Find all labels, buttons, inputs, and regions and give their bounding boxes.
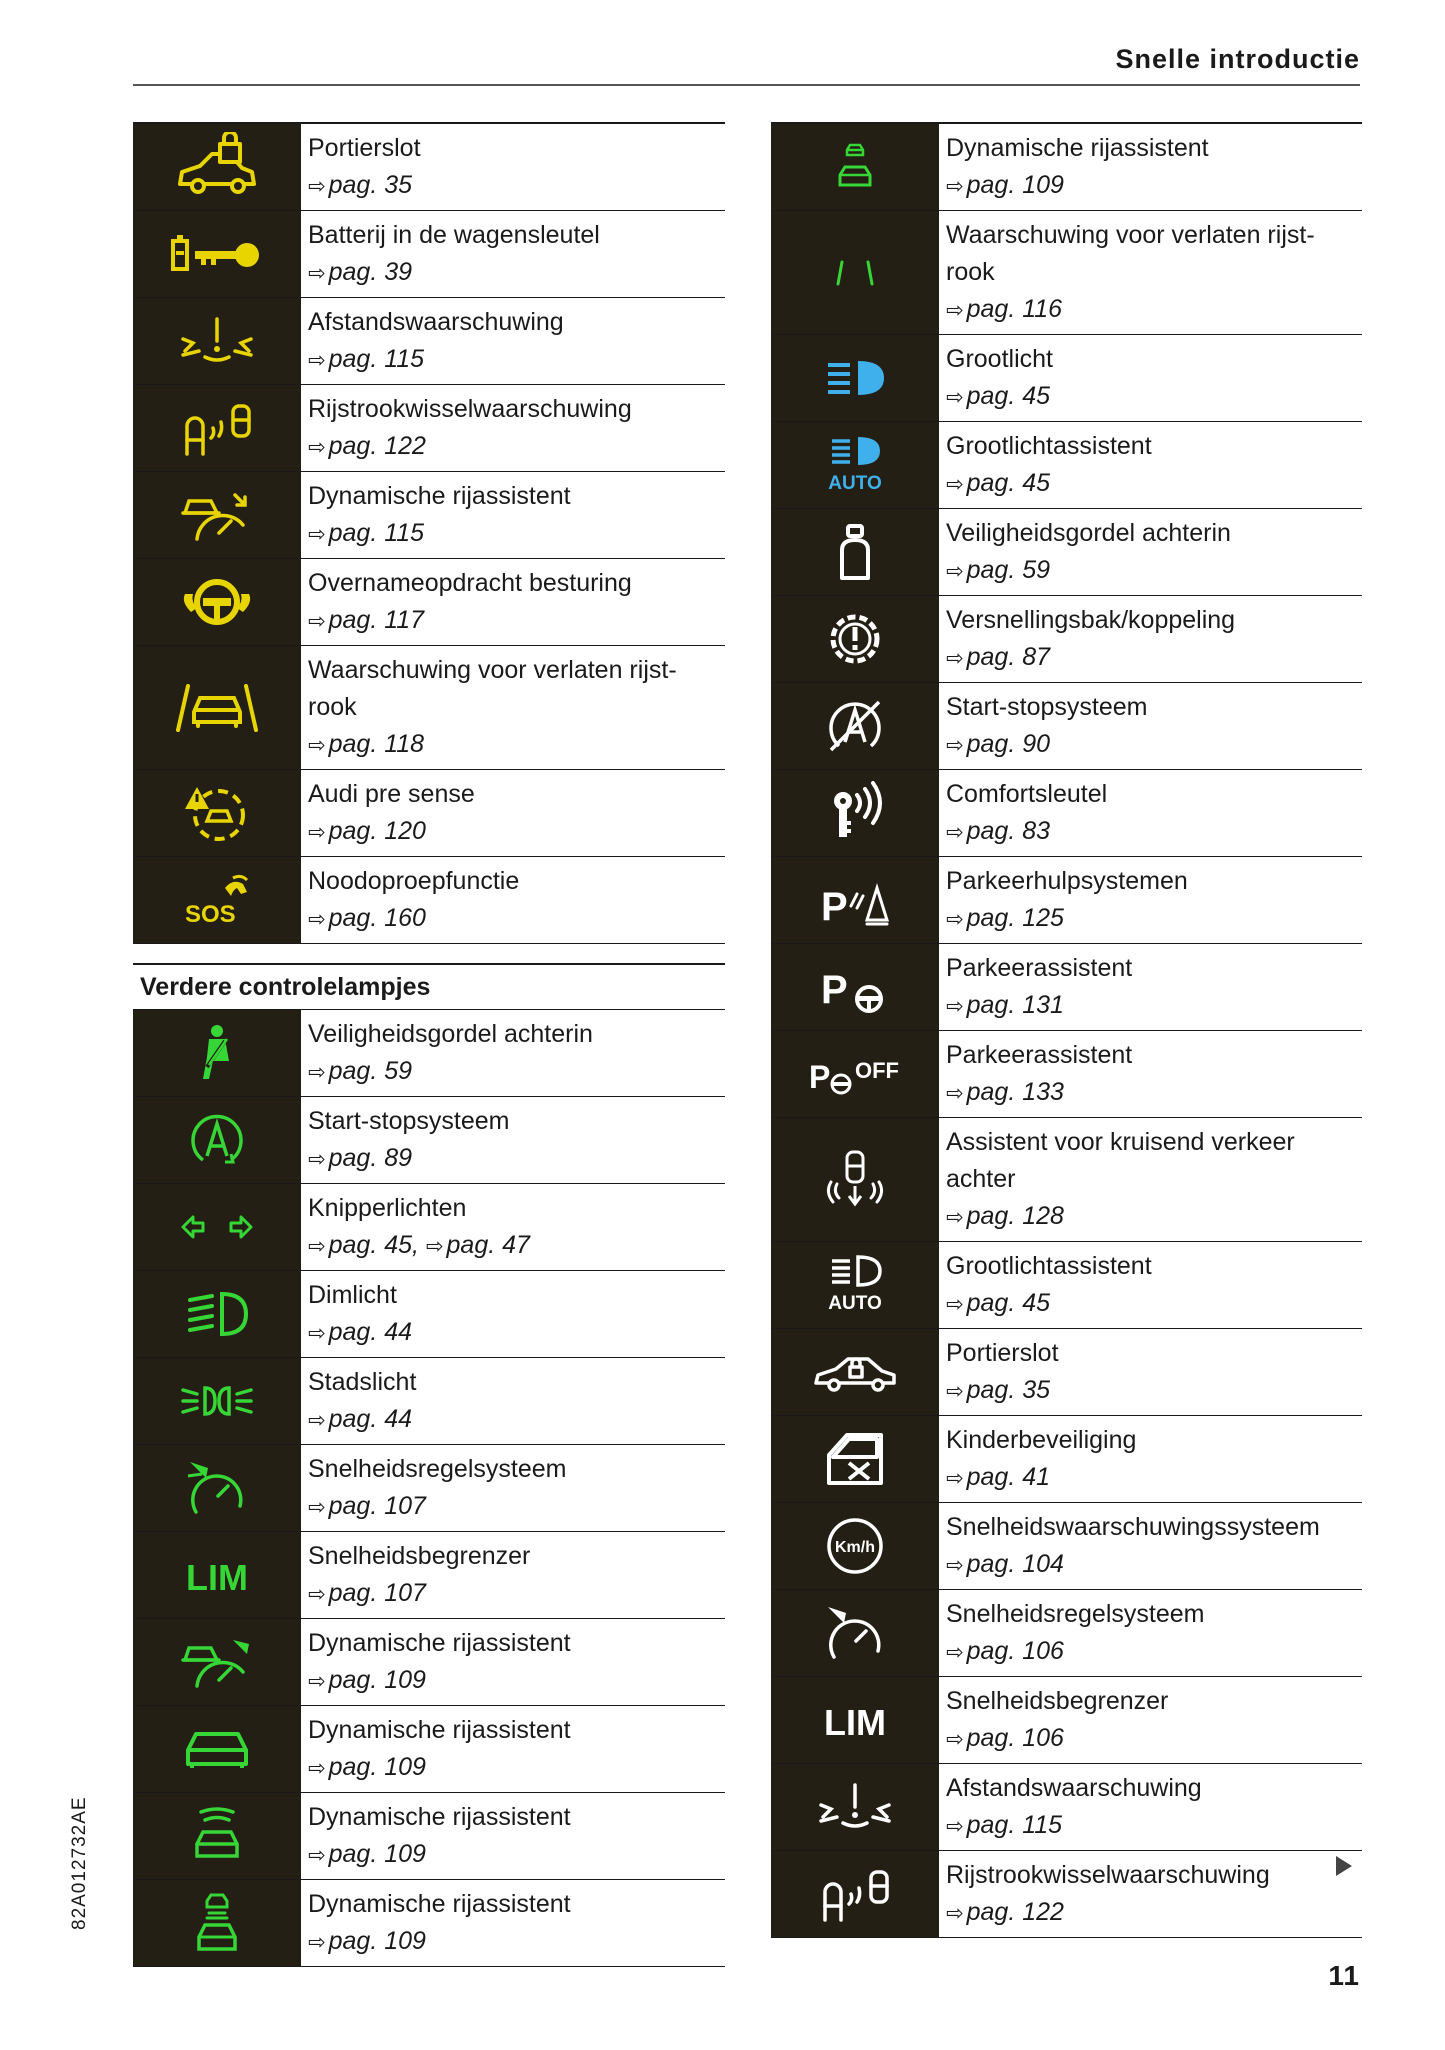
- page-ref: pag. 131: [966, 991, 1064, 1019]
- warning-lamps-table: [133, 124, 725, 944]
- table-row: Start-stopsysteem ⇨ pag. 90: [771, 683, 1362, 770]
- page-ref: pag. 89: [328, 1144, 413, 1172]
- table-row: Veiligheidsgordel achterin ⇨ pag. 59: [771, 509, 1362, 596]
- speed-warning-icon: [823, 1514, 887, 1578]
- icon-cell: [133, 559, 301, 645]
- table-row: Portierslot ⇨ pag. 35: [771, 1329, 1362, 1416]
- indicator-lamps-table: [133, 1010, 725, 1967]
- row-title: Grootlichtassistent: [946, 1252, 1152, 1280]
- table-row: LIM Snelheidsbegrenzer ⇨ pag. 106: [771, 1677, 1362, 1764]
- page-ref: pag. 122: [328, 432, 426, 460]
- right-lamps-table: [771, 124, 1362, 1938]
- pre-sense-icon: [177, 781, 257, 845]
- page-ref: pag. 44: [328, 1318, 413, 1346]
- page-ref: pag. 87: [966, 643, 1051, 671]
- icon-cell: [133, 298, 301, 384]
- table-row: Stadslicht ⇨ pag. 44: [133, 1358, 725, 1445]
- lim-icon: [177, 1550, 257, 1600]
- icon-cell: [771, 1329, 939, 1415]
- row-title: Dynamische rijassistent: [308, 1890, 571, 1918]
- icon-cell: [133, 1358, 301, 1444]
- right-column: [771, 122, 1362, 1938]
- page-ref: pag. 47: [446, 1231, 530, 1259]
- car-follow-icon: [187, 1891, 247, 1955]
- page-number: 11: [1328, 1960, 1360, 1991]
- icon-cell: [133, 770, 301, 856]
- row-title: Parkeerassistent: [946, 1041, 1133, 1069]
- table-row: Versnellingsbak/koppeling ⇨ pag. 87: [771, 596, 1362, 683]
- page-ref: pag. 35: [966, 1376, 1051, 1404]
- row-title: Waarschuwing voor verlaten rijst-rook: [946, 221, 1315, 286]
- icon-cell: [771, 422, 939, 508]
- icon-cell: [133, 1619, 301, 1705]
- row-title: Audi pre sense: [308, 780, 475, 808]
- high-beam-icon: [820, 353, 890, 403]
- row-title: Snelheidsregelsysteem: [946, 1600, 1205, 1628]
- door-lock-icon: [172, 132, 262, 202]
- icon-cell: [133, 1184, 301, 1270]
- svg-text:OFF: OFF: [855, 1058, 899, 1083]
- table-row: Snelheidsregelsysteem ⇨ pag. 106: [771, 1590, 1362, 1677]
- table-row: Overnameopdracht besturing ⇨ pag. 117: [133, 559, 725, 646]
- page-ref: pag. 118: [328, 730, 425, 758]
- row-title: Dynamische rijassistent: [308, 482, 571, 510]
- page-ref: pag. 125: [966, 904, 1064, 932]
- icon-cell: [771, 596, 939, 682]
- table-row: AUTO Grootlichtassistent ⇨ pag. 45: [771, 1242, 1362, 1329]
- row-title: Snelheidswaarschuwingssysteem: [946, 1513, 1320, 1541]
- icon-cell: [771, 509, 939, 595]
- page-ref: pag. 128: [966, 1202, 1064, 1230]
- page-ref: pag. 122: [966, 1898, 1064, 1926]
- table-row: Afstandswaarschuwing ⇨ pag. 115: [133, 298, 725, 385]
- icon-cell: [771, 211, 939, 334]
- lane-departure-icon: [172, 678, 262, 738]
- page-ref: pag. 35: [328, 171, 413, 199]
- row-title: Dynamische rijassistent: [308, 1629, 571, 1657]
- table-row: P Parkeerassistent ⇨ pag. 131: [771, 944, 1362, 1031]
- row-title: Overnameopdracht besturing: [308, 569, 632, 597]
- icon-cell: [771, 1503, 939, 1589]
- table-row: Rijstrookwisselwaarschuwing ⇨ pag. 122: [771, 1851, 1362, 1938]
- table-row: Dynamische rijassistent ⇨ pag. 115: [133, 472, 725, 559]
- row-title: Batterij in de wagensleutel: [308, 221, 600, 249]
- table-row: Kinderbeveiliging ⇨ pag. 41: [771, 1416, 1362, 1503]
- icon-cell: [771, 124, 939, 210]
- row-title: Snelheidsbegrenzer: [308, 1542, 531, 1570]
- table-row: Snelheidsregelsysteem ⇨ pag. 107: [133, 1445, 725, 1532]
- row-title: Rijstrookwisselwaarschuwing: [946, 1861, 1270, 1889]
- child-lock-icon: [823, 1429, 887, 1489]
- gearbox-icon: [823, 607, 887, 671]
- svg-text:AUTO: AUTO: [828, 473, 882, 494]
- svg-text:SOS: SOS: [185, 901, 236, 928]
- icon-cell: [771, 335, 939, 421]
- steering-takeover-icon: [177, 572, 257, 632]
- row-title: Noodoproepfunctie: [308, 867, 520, 895]
- table-row: SOS Noodoproepfunctie ⇨ pag. 160: [133, 857, 725, 944]
- row-title: Knipperlichten: [308, 1194, 467, 1222]
- page-ref: pag. 109: [328, 1927, 426, 1955]
- page-ref: pag. 107: [328, 1492, 426, 1520]
- table-row: Km/h Snelheidswaarschuwingssysteem ⇨ pag. 104: [771, 1503, 1362, 1590]
- car-radar-icon: [187, 1804, 247, 1868]
- page-ref: pag. 109: [328, 1666, 426, 1694]
- park-assist-off-icon: [805, 1046, 905, 1102]
- table-row: Waarschuwing voor verlaten rijst-rook ⇨ pag. 116: [771, 211, 1362, 335]
- table-row: Comfortsleutel ⇨ pag. 83: [771, 770, 1362, 857]
- distance-warning-icon: [815, 1777, 895, 1837]
- icon-cell: [133, 124, 301, 210]
- seatbelt-icon: [187, 1021, 247, 1085]
- door-lock-car-icon: [810, 1347, 900, 1397]
- comfort-key-icon: [823, 781, 887, 845]
- icon-cell: [771, 1031, 939, 1117]
- sos-icon: [177, 870, 257, 930]
- cruise-control-icon: [182, 1456, 252, 1520]
- icon-cell: [771, 1118, 939, 1241]
- header-rule: [133, 84, 1360, 86]
- row-title: Versnellingsbak/koppeling: [946, 606, 1236, 634]
- icon-cell: [133, 857, 301, 943]
- row-title: Snelheidsbegrenzer: [946, 1687, 1169, 1715]
- icon-cell: [771, 1851, 939, 1937]
- row-title: Dynamische rijassistent: [946, 134, 1209, 162]
- icon-cell: [771, 770, 939, 856]
- page-ref: pag. 44: [328, 1405, 413, 1433]
- table-row: Audi pre sense ⇨ pag. 120: [133, 770, 725, 857]
- lane-change-warning-icon: [177, 398, 257, 458]
- icon-cell: [771, 1764, 939, 1850]
- row-title: Parkeerhulpsystemen: [946, 867, 1188, 895]
- page-ref: pag. 106: [966, 1637, 1064, 1665]
- table-row: P Parkeerhulpsystemen ⇨ pag. 125: [771, 857, 1362, 944]
- page-ref: pag. 109: [966, 171, 1064, 199]
- row-title: Dynamische rijassistent: [308, 1803, 571, 1831]
- page-ref: pag. 45: [966, 382, 1051, 410]
- row-title: Parkeerassistent: [946, 954, 1133, 982]
- page-ref: pag. 160: [328, 904, 426, 932]
- icon-cell: [771, 1590, 939, 1676]
- parking-lights-icon: [177, 1376, 257, 1426]
- icon-cell: [133, 385, 301, 471]
- table-row: Afstandswaarschuwing ⇨ pag. 115: [771, 1764, 1362, 1851]
- svg-text:LIM: LIM: [824, 1702, 886, 1743]
- svg-text:LIM: LIM: [186, 1557, 248, 1598]
- drive-assist-speedo-icon: [177, 485, 257, 545]
- table-row: Dimlicht ⇨ pag. 44: [133, 1271, 725, 1358]
- page-ref: pag. 117: [328, 606, 425, 634]
- page-ref: pag. 109: [328, 1753, 426, 1781]
- page-header-title: Snelle introductie: [1115, 44, 1360, 74]
- icon-cell: [133, 1880, 301, 1966]
- left-column: [133, 122, 725, 1967]
- icon-cell: [133, 1532, 301, 1618]
- table-row: Start-stopsysteem ⇨ pag. 89: [133, 1097, 725, 1184]
- row-title: Assistent voor kruisend verkeer achter: [946, 1128, 1295, 1193]
- row-title: Comfortsleutel: [946, 780, 1108, 808]
- page-ref: pag. 109: [328, 1840, 426, 1868]
- page-ref: pag. 90: [966, 730, 1051, 758]
- page-ref: pag. 116: [966, 295, 1063, 323]
- icon-cell: [133, 1097, 301, 1183]
- row-title: Dimlicht: [308, 1281, 397, 1309]
- distance-warning-icon: [177, 311, 257, 371]
- row-title: Afstandswaarschuwing: [946, 1774, 1202, 1802]
- icon-cell: [133, 1706, 301, 1792]
- row-title: Grootlicht: [946, 345, 1053, 373]
- page-ref: pag. 59: [328, 1057, 413, 1085]
- start-stop-off-icon: [823, 694, 887, 758]
- svg-text:P: P: [821, 968, 848, 1012]
- icon-cell: [133, 1010, 301, 1096]
- table-row: Dynamische rijassistent ⇨ pag. 109: [133, 1793, 725, 1880]
- low-beam-icon: [182, 1284, 252, 1344]
- icon-cell: [133, 211, 301, 297]
- row-title: Start-stopsysteem: [946, 693, 1148, 721]
- document-code: 82A012732AE: [69, 1796, 90, 1930]
- parking-aid-icon: [815, 870, 895, 930]
- table-row: LIM Snelheidsbegrenzer ⇨ pag. 107: [133, 1532, 725, 1619]
- table-row: P OFF Parkeerassistent ⇨ pag. 133: [771, 1031, 1362, 1118]
- page-ref: pag. 45: [966, 469, 1051, 497]
- cross-traffic-icon: [823, 1148, 887, 1212]
- rear-seatbelt-icon: [830, 520, 880, 584]
- table-row: Knipperlichten ⇨ pag. 45, ⇨ pag. 47: [133, 1184, 725, 1271]
- row-title: Veiligheidsgordel achterin: [308, 1020, 593, 1048]
- icon-cell: [133, 1271, 301, 1357]
- svg-text:AUTO: AUTO: [828, 1293, 882, 1314]
- icon-cell: [771, 1416, 939, 1502]
- page-ref: pag. 115: [328, 519, 425, 547]
- turn-signals-icon: [177, 1207, 257, 1247]
- table-row: Grootlicht ⇨ pag. 45: [771, 335, 1362, 422]
- page-ref: pag. 107: [328, 1579, 426, 1607]
- table-row: AUTO Grootlichtassistent ⇨ pag. 45: [771, 422, 1362, 509]
- svg-text:P: P: [809, 1059, 831, 1095]
- icon-cell: [133, 472, 301, 558]
- page-ref: pag. 104: [966, 1550, 1064, 1578]
- icon-cell: [771, 1677, 939, 1763]
- table-row: Dynamische rijassistent ⇨ pag. 109: [133, 1880, 725, 1967]
- svg-text:Km/h: Km/h: [835, 1539, 875, 1556]
- key-battery-icon: [167, 229, 267, 279]
- lane-change-warning-icon: [815, 1864, 895, 1924]
- high-beam-auto-icon: [820, 1253, 890, 1317]
- table-row: Dynamische rijassistent ⇨ pag. 109: [771, 124, 1362, 211]
- drive-assist-speedo-icon: [177, 1632, 257, 1692]
- row-title: Snelheidsregelsysteem: [308, 1455, 567, 1483]
- table-row: Dynamische rijassistent ⇨ pag. 109: [133, 1706, 725, 1793]
- page-ref: pag. 45: [966, 1289, 1051, 1317]
- car-follow-icon: [830, 139, 880, 195]
- table-row: Veiligheidsgordel achterin ⇨ pag. 59: [133, 1010, 725, 1097]
- cruise-control-icon: [820, 1601, 890, 1665]
- page-ref: pag. 120: [328, 817, 426, 845]
- icon-cell: [771, 1242, 939, 1328]
- park-assist-icon: [815, 957, 895, 1017]
- page-ref: pag. 115: [966, 1811, 1063, 1839]
- icon-cell: [133, 1445, 301, 1531]
- icon-cell: [133, 646, 301, 769]
- page-ref: pag. 39: [328, 258, 413, 286]
- row-title: Start-stopsysteem: [308, 1107, 510, 1135]
- row-title: Portierslot: [308, 134, 421, 162]
- page-ref: pag. 83: [966, 817, 1051, 845]
- row-title: Rijstrookwisselwaarschuwing: [308, 395, 632, 423]
- svg-text:P: P: [821, 885, 848, 929]
- next-page-arrow-icon: [1336, 1856, 1352, 1876]
- icon-cell: [771, 683, 939, 769]
- icon-cell: [133, 1793, 301, 1879]
- page-ref: pag. 41: [966, 1463, 1051, 1491]
- page-ref: pag. 106: [966, 1724, 1064, 1752]
- car-icon: [182, 1722, 252, 1776]
- page-ref: pag. 45,: [328, 1231, 419, 1259]
- table-row: Rijstrookwisselwaarschuwing ⇨ pag. 122: [133, 385, 725, 472]
- lane-lines-icon: [820, 248, 890, 298]
- row-title: Stadslicht: [308, 1368, 417, 1396]
- row-title: Portierslot: [946, 1339, 1059, 1367]
- page-ref: pag. 59: [966, 556, 1051, 584]
- start-stop-icon: [185, 1108, 249, 1172]
- table-row: Assistent voor kruisend verkeer achter ⇨ pag. 128: [771, 1118, 1362, 1242]
- table-row: Waarschuwing voor verlaten rijst-rook ⇨ pag. 118: [133, 646, 725, 770]
- table-row: Dynamische rijassistent ⇨ pag. 109: [133, 1619, 725, 1706]
- section-heading: Verdere controlelampjes: [133, 963, 725, 1010]
- table-row: Portierslot ⇨ pag. 35: [133, 124, 725, 211]
- row-title: Kinderbeveiliging: [946, 1426, 1137, 1454]
- lim-icon: [815, 1695, 895, 1745]
- table-row: Batterij in de wagensleutel ⇨ pag. 39: [133, 211, 725, 298]
- icon-cell: [771, 944, 939, 1030]
- row-title: Afstandswaarschuwing: [308, 308, 564, 336]
- row-title: Waarschuwing voor verlaten rijst-rook: [308, 656, 677, 721]
- icon-cell: [771, 857, 939, 943]
- page-ref: pag. 115: [328, 345, 425, 373]
- page-ref: pag. 133: [966, 1078, 1064, 1106]
- row-title: Grootlichtassistent: [946, 432, 1152, 460]
- row-title: Dynamische rijassistent: [308, 1716, 571, 1744]
- row-title: Veiligheidsgordel achterin: [946, 519, 1231, 547]
- high-beam-auto-icon: [820, 433, 890, 497]
